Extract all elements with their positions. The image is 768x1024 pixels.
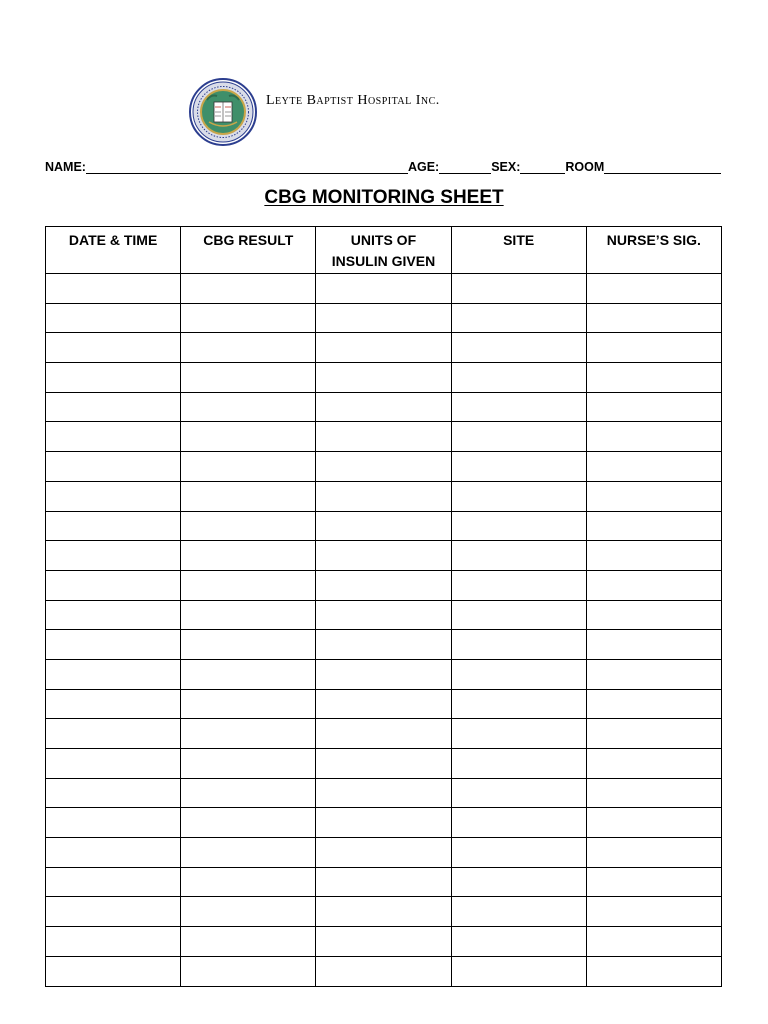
table-cell[interactable] [586, 778, 721, 808]
table-cell[interactable] [451, 867, 586, 897]
age-label: AGE: [407, 160, 440, 174]
table-cell[interactable] [181, 778, 316, 808]
table-row [46, 333, 722, 363]
table-cell[interactable] [586, 392, 721, 422]
table-cell[interactable] [181, 274, 316, 304]
table-cell[interactable] [586, 956, 721, 986]
table-cell[interactable] [46, 719, 181, 749]
column-header-cbg-result: CBG RESULT [181, 227, 316, 274]
column-header-nurse-signature: NURSE’S SIG. [586, 227, 721, 274]
table-row [46, 570, 722, 600]
table-row [46, 867, 722, 897]
table-cell[interactable] [316, 392, 451, 422]
table-cell[interactable] [181, 303, 316, 333]
table-cell[interactable] [316, 956, 451, 986]
table-row [46, 927, 722, 957]
table-cell[interactable] [181, 600, 316, 630]
table-cell[interactable] [316, 452, 451, 482]
table-cell[interactable] [586, 422, 721, 452]
table-row [46, 808, 722, 838]
table-cell[interactable] [316, 303, 451, 333]
table-cell[interactable] [316, 867, 451, 897]
table-cell[interactable] [451, 303, 586, 333]
table-cell[interactable] [451, 274, 586, 304]
age-field[interactable] [439, 159, 491, 174]
table-cell[interactable] [316, 274, 451, 304]
table-cell[interactable] [181, 481, 316, 511]
table-row [46, 600, 722, 630]
table-row [46, 778, 722, 808]
table-cell[interactable] [451, 659, 586, 689]
table-row [46, 452, 722, 482]
table-cell[interactable] [451, 630, 586, 660]
table-cell[interactable] [586, 600, 721, 630]
table-cell[interactable] [181, 452, 316, 482]
table-row [46, 422, 722, 452]
sex-label: SEX: [491, 160, 521, 174]
table-cell[interactable] [451, 481, 586, 511]
column-header-site: SITE [451, 227, 586, 274]
table-cell[interactable] [586, 570, 721, 600]
table-cell[interactable] [181, 363, 316, 393]
table-cell[interactable] [181, 719, 316, 749]
table-cell[interactable] [586, 808, 721, 838]
table-cell[interactable] [451, 541, 586, 571]
table-row [46, 749, 722, 779]
table-cell[interactable] [316, 333, 451, 363]
table-cell[interactable] [46, 838, 181, 868]
table-cell[interactable] [316, 778, 451, 808]
table-cell[interactable] [451, 897, 586, 927]
table-cell[interactable] [181, 511, 316, 541]
table-cell[interactable] [586, 303, 721, 333]
table-cell[interactable] [451, 511, 586, 541]
table-row [46, 689, 722, 719]
table-row [46, 897, 722, 927]
table-cell[interactable] [181, 659, 316, 689]
table-cell[interactable] [586, 867, 721, 897]
table-cell[interactable] [316, 481, 451, 511]
table-row [46, 659, 722, 689]
table-cell[interactable] [586, 274, 721, 304]
table-cell[interactable] [181, 541, 316, 571]
table-cell[interactable] [181, 333, 316, 363]
table-cell[interactable] [316, 719, 451, 749]
table-row [46, 956, 722, 986]
table-cell[interactable] [46, 303, 181, 333]
table-cell[interactable] [586, 897, 721, 927]
table-cell[interactable] [46, 333, 181, 363]
table-cell[interactable] [46, 481, 181, 511]
table-cell[interactable] [451, 333, 586, 363]
table-cell[interactable] [316, 927, 451, 957]
table-cell[interactable] [46, 778, 181, 808]
table-cell[interactable] [586, 481, 721, 511]
table-cell[interactable] [181, 867, 316, 897]
table-cell[interactable] [46, 600, 181, 630]
table-row [46, 719, 722, 749]
table-cell[interactable] [46, 689, 181, 719]
table-cell[interactable] [451, 778, 586, 808]
sheet-title: CBG MONITORING SHEET [264, 187, 504, 208]
table-row [46, 363, 722, 393]
room-label: ROOM [565, 160, 605, 174]
table-cell[interactable] [451, 749, 586, 779]
table-cell[interactable] [46, 659, 181, 689]
table-cell[interactable] [46, 274, 181, 304]
column-header-date-time: DATE & TIME [46, 227, 181, 274]
table-cell[interactable] [46, 897, 181, 927]
table-cell[interactable] [181, 838, 316, 868]
name-field[interactable] [86, 159, 408, 174]
table-cell[interactable] [316, 541, 451, 571]
table-row [46, 541, 722, 571]
table-cell[interactable] [181, 689, 316, 719]
table-cell[interactable] [46, 927, 181, 957]
table-cell[interactable] [586, 630, 721, 660]
table-cell[interactable] [316, 808, 451, 838]
table-cell[interactable] [316, 897, 451, 927]
table-cell[interactable] [46, 749, 181, 779]
table-cell[interactable] [451, 956, 586, 986]
table-cell[interactable] [46, 956, 181, 986]
hospital-seal-logo [189, 78, 257, 146]
table-cell[interactable] [181, 630, 316, 660]
table-cell[interactable] [451, 927, 586, 957]
table-cell[interactable] [46, 363, 181, 393]
table-cell[interactable] [46, 392, 181, 422]
table-cell[interactable] [181, 956, 316, 986]
table-cell[interactable] [46, 422, 181, 452]
table-cell[interactable] [46, 541, 181, 571]
table-cell[interactable] [46, 808, 181, 838]
table-cell[interactable] [181, 897, 316, 927]
table-cell[interactable] [586, 689, 721, 719]
table-cell[interactable] [46, 570, 181, 600]
table-cell[interactable] [451, 452, 586, 482]
table-cell[interactable] [586, 541, 721, 571]
patient-info-line [45, 156, 721, 174]
table-cell[interactable] [586, 719, 721, 749]
table-cell[interactable] [181, 392, 316, 422]
table-row [46, 838, 722, 868]
table-cell[interactable] [586, 452, 721, 482]
table-cell[interactable] [451, 600, 586, 630]
table-cell[interactable] [586, 659, 721, 689]
table-cell[interactable] [586, 927, 721, 957]
table-cell[interactable] [316, 689, 451, 719]
table-cell[interactable] [46, 511, 181, 541]
cbg-monitoring-table [45, 226, 722, 987]
table-cell[interactable] [181, 422, 316, 452]
table-row [46, 392, 722, 422]
table-cell[interactable] [316, 570, 451, 600]
sex-field[interactable] [520, 159, 565, 174]
table-cell[interactable] [316, 600, 451, 630]
table-cell[interactable] [451, 719, 586, 749]
table-cell[interactable] [181, 927, 316, 957]
table-row [46, 274, 722, 304]
table-cell[interactable] [316, 838, 451, 868]
table-cell[interactable] [586, 511, 721, 541]
table-cell[interactable] [451, 363, 586, 393]
table-row [46, 511, 722, 541]
table-row [46, 630, 722, 660]
table-header-row [46, 227, 722, 274]
column-header-insulin-units: UNITS OF INSULIN GIVEN [316, 227, 451, 274]
table-cell[interactable] [451, 392, 586, 422]
table-cell[interactable] [46, 630, 181, 660]
table-cell[interactable] [316, 630, 451, 660]
table-cell[interactable] [181, 570, 316, 600]
table-cell[interactable] [316, 749, 451, 779]
table-row [46, 303, 722, 333]
table-cell[interactable] [451, 838, 586, 868]
table-cell[interactable] [586, 749, 721, 779]
table-cell[interactable] [451, 689, 586, 719]
table-cell[interactable] [586, 333, 721, 363]
table-cell[interactable] [451, 422, 586, 452]
table-cell[interactable] [316, 422, 451, 452]
table-cell[interactable] [316, 511, 451, 541]
name-label: NAME: [45, 160, 86, 174]
hospital-name: Leyte Baptist Hospital Inc. [266, 93, 440, 108]
table-cell[interactable] [451, 808, 586, 838]
table-cell[interactable] [316, 659, 451, 689]
table-cell[interactable] [586, 838, 721, 868]
table-cell[interactable] [46, 867, 181, 897]
table-cell[interactable] [181, 749, 316, 779]
table-cell[interactable] [316, 363, 451, 393]
table-cell[interactable] [46, 452, 181, 482]
table-cell[interactable] [451, 570, 586, 600]
room-field[interactable] [604, 159, 721, 174]
table-cell[interactable] [586, 363, 721, 393]
table-row [46, 481, 722, 511]
table-cell[interactable] [181, 808, 316, 838]
